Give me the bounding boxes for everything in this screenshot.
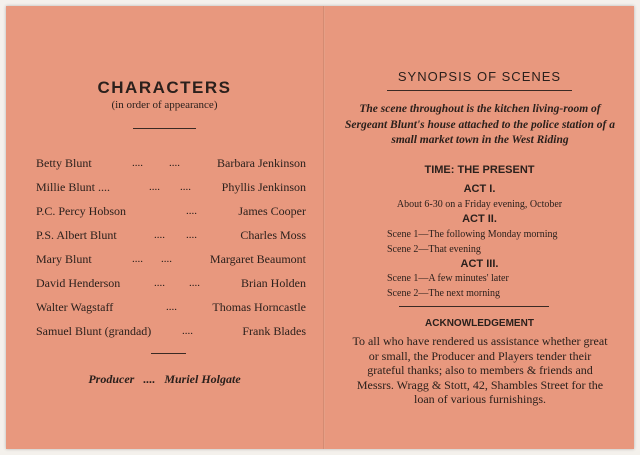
leader-dots: .... <box>161 253 172 265</box>
role-name: P.C. Percy Hobson <box>36 204 127 218</box>
leader-dots: .... <box>189 277 200 289</box>
act-1-heading: ACT I. <box>463 183 496 195</box>
cast-row <box>36 199 306 223</box>
cast-row <box>36 271 306 295</box>
act-2-heading: ACT II. <box>462 213 497 225</box>
leader-dots: .... <box>186 229 197 241</box>
leader-dots: .... <box>186 205 197 217</box>
divider-rule <box>399 306 549 307</box>
leader-dots: .... <box>182 325 193 337</box>
actor-name: Frank Blades <box>242 324 306 338</box>
leader-dots: .... <box>169 157 180 169</box>
producer-name: Muriel Holgate <box>164 372 241 386</box>
act-3-scene-2: Scene 2—The next morning <box>387 288 501 299</box>
producer-credit <box>6 372 323 387</box>
act-1-line: About 6-30 on a Friday evening, October <box>396 199 563 210</box>
act-3-scene-1: Scene 1—A few minutes' later <box>387 273 509 284</box>
actor-name: Margaret Beaumont <box>209 252 306 266</box>
role-name: Betty Blunt <box>36 156 92 170</box>
leader-dots: .... <box>154 229 165 241</box>
synopsis-panel <box>325 6 634 449</box>
actor-name: Barbara Jenkinson <box>217 156 306 170</box>
act-2-scene-1: Scene 1—The following Monday morning <box>387 229 558 240</box>
divider-rule <box>133 128 196 129</box>
leader-dots: .... <box>166 301 177 313</box>
cast-list <box>36 151 306 343</box>
characters-title: CHARACTERS <box>97 78 232 97</box>
actor-name: Charles Moss <box>240 228 306 242</box>
time-heading: TIME: THE PRESENT <box>424 164 535 176</box>
actor-name: James Cooper <box>238 204 306 218</box>
role-name: P.S. Albert Blunt <box>36 228 117 242</box>
actor-name: Phyllis Jenkinson <box>221 180 306 194</box>
cast-row <box>36 175 306 199</box>
role-name: Walter Wagstaff <box>36 300 114 314</box>
acknowledgement-title: ACKNOWLEDGEMENT <box>425 318 534 329</box>
role-name: Millie Blunt .... <box>36 180 111 194</box>
characters-subtitle: (in order of appearance) <box>111 99 218 111</box>
cast-row <box>36 319 306 343</box>
cast-row <box>36 151 306 175</box>
cast-row <box>36 247 306 271</box>
act-3-heading: ACT III. <box>460 258 499 270</box>
cast-row <box>36 223 306 247</box>
divider-rule <box>387 90 572 91</box>
leader-dots: .... <box>132 253 143 265</box>
synopsis-title: SYNOPSIS OF SCENES <box>397 69 562 84</box>
cast-row <box>36 295 306 319</box>
role-name: Mary Blunt <box>36 252 92 266</box>
actor-name: Brian Holden <box>241 276 306 290</box>
leader-dots: .... <box>132 157 143 169</box>
divider-rule <box>151 353 186 354</box>
leader-dots: .... <box>154 277 165 289</box>
leader-dots: .... <box>180 181 191 193</box>
leader-dots: .... <box>149 181 160 193</box>
role-name: Samuel Blunt (grandad) <box>36 324 152 338</box>
actor-name: Thomas Horncastle <box>212 300 306 314</box>
leader-dots: .... <box>143 372 156 386</box>
role-name: David Henderson <box>36 276 121 290</box>
act-2-scene-2: Scene 2—That evening <box>387 244 481 255</box>
characters-panel <box>6 6 323 449</box>
producer-label: Producer <box>88 372 135 386</box>
acknowledgement-text: To all who have rendered us assistance whether great or small, the Producer and Players tender their grateful thanks; also to members & friends and Messrs. Wragg & Stott, 42, Shambles Street for the loan of various furnishings. <box>352 334 608 406</box>
scene-description: The scene throughout is the kitchen living-room of Sergeant Blunt's house attached to the police station of a small market town in the West Riding <box>345 103 615 146</box>
